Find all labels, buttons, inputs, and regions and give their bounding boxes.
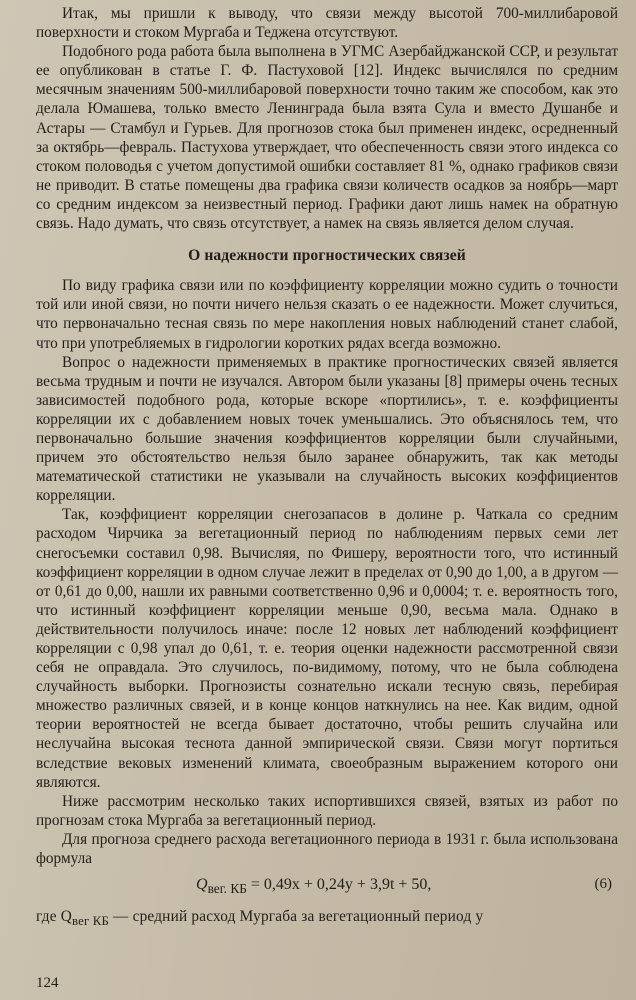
paragraph-conclusion: Итак, мы пришли к выводу, что связи между высотой 700-миллибаровой поверхности и стоком Мургаба и Теджена отсутствуют. (36, 5, 618, 42)
where-subscript: вег КБ (71, 914, 110, 929)
paragraph-reliability-question: Вопрос о надежности применяемых в практике прогностических связей является весьма трудным и почти не изучался. Автором были указаны [8] примеры очень тесных зависимостей подобного рода, которые вскоре «портились», т. е. коэффициенты корреляции их с добавлением новых точек уменьшались. Это объяснялось тем, что первоначально большие значения коэффициентов корреляции были случайными, причем это обстоятельство нельзя было заранее обнаружить, так как методы математической статистики не указывали на случайность высоких коэффициентов корреляции. (36, 353, 618, 505)
paragraph-chatkal-example: Так, коэффициент корреляции снегозапасов в долине р. Чаткала со средним расходом Чирчика за вегетационный период по наблюдениям первых семи лет снегосъемки составил 0,98. Вычисляя, по Фишеру, вероятности того, что истинный коэффициент корреляции в одном случае лежит в пределах от 0,90 до 1,00, а в другом — от 0,61 до 0,00, нашли их равными соответственно 0,96 и 0,0004; т. е. вероятность того, что истинный коэффициент корреляции меньше 0,90, весьма мала. Однако в действительности получилось иначе: после 12 новых лет наблюдений коэффициент корреляции с 0,98 упал до 0,61, т. е. теория оценки надежности рассмотренной связи себя не оправдала. Это случилось, по-видимому, потому, что не была соблюдена случайность выборки. Прогнозисты сознательно искали тесную связь, перебирая множество различных связей, и в конце концов наткнулись на нее. Как видим, одной теории вероятностей не всегда бывает достаточно, чтобы решить случайна или неслучайна высокая теснота данной эмпирической связи. Связи могут портиться вследствие вековых изменений климата, своеобразным выражением которого они являются. (36, 506, 618, 791)
paragraph-pastukhova: Подобного рода работа была выполнена в УГМС Азербайджанской ССР, и результат ее опубликован в статье Г. Ф. Пастуховой [12]. Индекс вычислялся по средним месячным значениям 500-миллибаровой поверхности точно таким же способом, как это делала Юмашева, только вместо Ленинграда была взята Сула и вместо Душанбе и Астары — Стамбул и Гурьев. Для прогнозов стока был применен индекс, осредненный за октябрь—февраль. Пастухова утверждает, что обеспеченность связи этого индекса со стоком половодья с учетом допустимой ошибки составляет 81 %, однако графиков связи не приводит. В статье помещены два графика связи количеств осадков за ноябрь—март со средним индексом за неизвестный период. Графики дают лишь намек на обратную связь. Надо думать, что связь отсутствует, а намек на связь является делом случая. (36, 43, 618, 233)
formula-number: (6) (594, 876, 612, 893)
section-heading: О надежности прогностических связей (188, 247, 466, 265)
formula-6 (196, 875, 431, 898)
where-prefix: где Q (36, 908, 72, 926)
where-text: — средний расход Мургаба за вегетационный период у (109, 908, 484, 926)
formula-explanation (36, 907, 618, 931)
formula-lhs: Q (196, 876, 208, 894)
formula-row (36, 873, 618, 901)
paragraph-spoiled-links: Ниже рассмотрим несколько таких испортившихся связей, взятых из работ по прогнозам стока Мургаба за вегетационный период. (36, 792, 618, 829)
page-number: 124 (36, 975, 59, 991)
formula-rhs: = 0,49x + 0,24y + 3,9t + 50, (246, 876, 432, 894)
paragraph-formula-intro: Для прогноза среднего расхода вегетационного периода в 1931 г. была использована формула (36, 830, 618, 868)
formula-lhs-subscript: вег. КБ (207, 881, 247, 897)
paragraph-reliability-intro: По виду графика связи или по коэффициенту корреляции можно судить о точности той или иной связи, но почти ничего нельзя сказать о ее надежности. Может случиться, что первоначально тесная связь по мере накопления новых наблюдений станет слабой, что при употребляемых в гидрологии коротких рядах всегда возможно. (36, 277, 618, 352)
